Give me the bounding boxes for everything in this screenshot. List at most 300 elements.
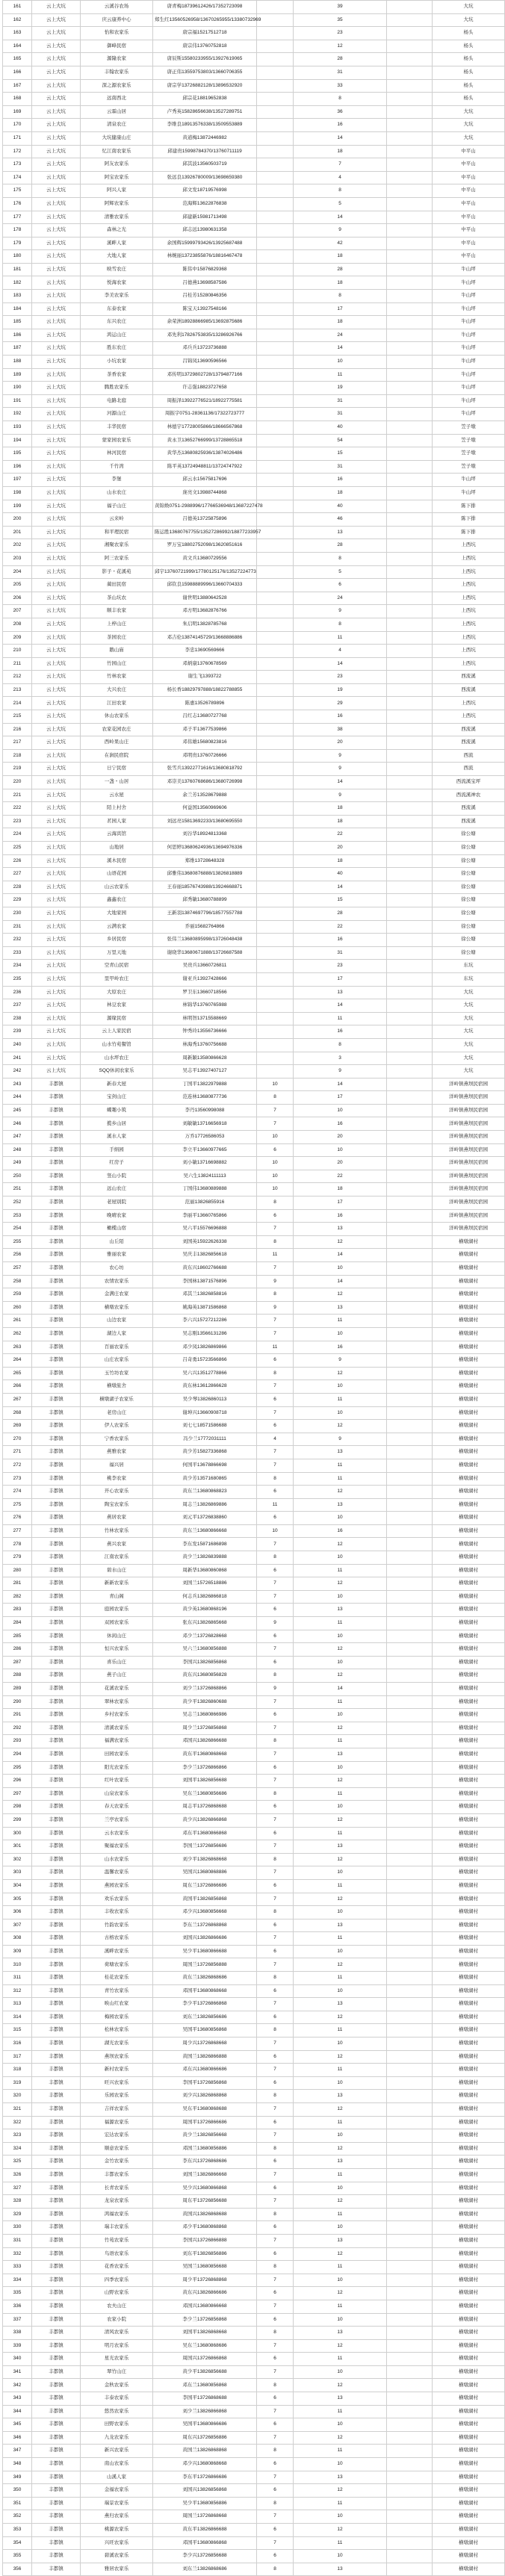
blank-cell [387, 105, 433, 119]
contact-phone: 乔丽15682764866 [153, 920, 257, 934]
row-number: 327 [3, 2182, 32, 2195]
row-number: 175 [3, 184, 32, 198]
location-name: 大坑 [433, 1065, 505, 1078]
row-number: 304 [3, 1879, 32, 1893]
town-name: 云上大坑 [32, 854, 81, 868]
row-number: 312 [3, 1984, 32, 1998]
location-name: 横墩湖村 [433, 2405, 505, 2418]
town-name: 云上大坑 [32, 145, 81, 158]
bed-count: 9 [294, 789, 387, 802]
contact-phone: 范连林13680877736 [153, 1091, 257, 1105]
room-count [257, 66, 294, 79]
contact-phone: 邱建新15981713498 [153, 211, 257, 224]
business-name: 阿兴人家 [81, 184, 153, 198]
table-row [3, 868, 505, 881]
row-number: 268 [3, 1406, 32, 1420]
room-count: 7 [257, 1893, 294, 1906]
row-number: 275 [3, 1498, 32, 1512]
row-number: 280 [3, 1564, 32, 1577]
location-name: 徐公塘 [433, 842, 505, 855]
contact-phone: 冯少兰17772031111 [153, 1433, 257, 1446]
room-count: 8 [257, 2208, 294, 2221]
town-name: 丰都镇 [32, 1091, 81, 1105]
bed-count: 20 [294, 736, 387, 750]
bed-count: 9 [294, 763, 387, 776]
contact-phone: 邱秀敏13680788899 [153, 894, 257, 907]
blank-cell [387, 2392, 433, 2406]
blank-cell [387, 421, 433, 435]
bed-count: 12 [294, 1538, 387, 1551]
business-name: 蒙家园农家乐 [81, 434, 153, 447]
row-number: 210 [3, 645, 32, 658]
contact-phone: 周新华13680860868 [153, 1564, 257, 1577]
town-name: 丰都镇 [32, 2510, 81, 2524]
contact-phone: 邓兵兵13723736888 [153, 342, 257, 356]
business-name: 翠林农家乐 [81, 1695, 153, 1709]
table-row [3, 119, 505, 132]
row-number: 192 [3, 408, 32, 421]
table-row [3, 2550, 505, 2563]
bed-count: 13 [294, 1301, 387, 1315]
town-name: 云上大坑 [32, 184, 81, 198]
row-number: 349 [3, 2471, 32, 2484]
bed-count: 12 [294, 1669, 387, 1683]
table-row [3, 763, 505, 776]
table-row [3, 356, 505, 369]
room-count [257, 1052, 294, 1065]
blank-cell [387, 2156, 433, 2169]
business-name: 云来岭 [81, 513, 153, 527]
blank-cell [387, 500, 433, 513]
blank-cell [387, 316, 433, 329]
table-row [3, 434, 505, 447]
row-number: 205 [3, 579, 32, 592]
location-name: 西流溪神农 [433, 789, 505, 802]
room-count: 9 [257, 1617, 294, 1630]
row-number: 350 [3, 2484, 32, 2498]
business-name: 老房山庄 [81, 1406, 153, 1420]
row-number: 166 [3, 66, 32, 79]
contact-phone: 卢秀英15828656638/13527289751 [153, 105, 257, 119]
row-number: 217 [3, 736, 32, 750]
table-row [3, 1223, 505, 1236]
bed-count: 11 [294, 1879, 387, 1893]
contact-phone: 黄少平13826856688 [153, 2365, 257, 2379]
table-row [3, 749, 505, 763]
business-name: 四季农家乐 [81, 2274, 153, 2287]
location-name: 杨头 [433, 93, 505, 106]
town-name: 丰都镇 [32, 1564, 81, 1577]
blank-cell [387, 1223, 433, 1236]
row-number: 330 [3, 2221, 32, 2235]
location-name: 牛山坪 [433, 368, 505, 382]
row-number: 320 [3, 2090, 32, 2103]
table-row [3, 2339, 505, 2353]
town-name: 丰都镇 [32, 1683, 81, 1696]
town-name: 云上大坑 [32, 421, 81, 435]
row-number: 208 [3, 618, 32, 631]
business-name: 休闲山庄 [81, 1630, 153, 1643]
contact-phone: 邓少平13680868868 [153, 2221, 257, 2235]
blank-cell [387, 368, 433, 382]
bed-count: 10 [294, 1866, 387, 1880]
table-row [3, 1012, 505, 1025]
row-number: 355 [3, 2550, 32, 2563]
business-name: 云海宾馆 [81, 828, 153, 842]
bed-count: 7 [294, 158, 387, 172]
row-number: 307 [3, 1919, 32, 1932]
location-name: 大坑 [433, 1038, 505, 1052]
blank-cell [387, 119, 433, 132]
bed-count: 10 [294, 1709, 387, 1722]
blank-cell [387, 434, 433, 447]
blank-cell [387, 1406, 433, 1420]
lodging-table [2, 0, 505, 2576]
bed-count: 10 [294, 1906, 387, 1919]
town-name: 丰都镇 [32, 2353, 81, 2366]
blank-cell [387, 1998, 433, 2011]
table-row [3, 2353, 505, 2366]
row-number: 172 [3, 145, 32, 158]
contact-phone: 邓东兴13680866686 [153, 2064, 257, 2077]
business-name: 一盏・山居 [81, 776, 153, 789]
room-count: 6 [257, 2550, 294, 2563]
bed-count: 11 [294, 1735, 387, 1748]
business-name: 明月农家乐 [81, 2339, 153, 2353]
contact-phone: 庞亮文13988744868 [153, 486, 257, 500]
location-name: 上西坑 [433, 697, 505, 710]
business-name: 竹林农家乐 [81, 1524, 153, 1538]
blank-cell [387, 53, 433, 66]
business-name: 鸿运山庄 [81, 329, 153, 342]
room-count: 8 [257, 1906, 294, 1919]
contact-phone: 邓先利17826753835/13286926766 [153, 329, 257, 342]
town-name: 丰都镇 [32, 1590, 81, 1604]
contact-phone: 邓东平13680866868 [153, 1827, 257, 1840]
town-name: 云上大坑 [32, 986, 81, 999]
row-number: 326 [3, 2168, 32, 2182]
location-name: 中平山 [433, 145, 505, 158]
location-name: 横墩湖村 [433, 1315, 505, 1328]
room-count: 7 [257, 1958, 294, 1972]
contact-phone: 邓少兰13726828668 [153, 1630, 257, 1643]
bed-count: 18 [294, 1183, 387, 1197]
table-row [3, 474, 505, 487]
town-name: 云上大坑 [32, 513, 81, 527]
business-name: 碧水山庄 [81, 1564, 153, 1577]
location-name: 横墩湖村 [433, 1906, 505, 1919]
location-name: 徐公塘 [433, 828, 505, 842]
business-name: 桂花农家乐 [81, 1972, 153, 1985]
bed-count: 20 [294, 842, 387, 855]
town-name: 云上大坑 [32, 302, 81, 316]
row-number: 200 [3, 513, 32, 527]
location-name: 横墩湖村 [433, 1446, 505, 1459]
table-row [3, 184, 505, 198]
table-row [3, 2011, 505, 2024]
town-name: 丰都镇 [32, 1327, 81, 1341]
business-name: 林河民宿 [81, 447, 153, 461]
business-name: 农家花园农庄 [81, 723, 153, 736]
bed-count: 11 [294, 2536, 387, 2550]
row-number: 180 [3, 250, 32, 264]
bed-count: 13 [294, 1604, 387, 1617]
room-count [257, 789, 294, 802]
row-number: 212 [3, 671, 32, 684]
location-name: 大坑 [433, 1025, 505, 1039]
blank-cell [387, 1078, 433, 1091]
bed-count: 10 [294, 1761, 387, 1775]
contact-phone: 林锦华13760765988 [153, 999, 257, 1013]
table-row [3, 224, 505, 238]
row-number: 336 [3, 2300, 32, 2313]
table-row [3, 27, 505, 40]
table-row [3, 1262, 505, 1276]
room-count: 6 [257, 2418, 294, 2432]
location-name: 洋岭镇燕坝民宿园 [433, 1223, 505, 1236]
contact-phone: 吴国平13680856868 [153, 2024, 257, 2037]
blank-cell [387, 2129, 433, 2143]
bed-count: 31 [294, 946, 387, 960]
contact-phone: 朱启明13828785768 [153, 618, 257, 631]
room-count [257, 1025, 294, 1039]
business-name: 云满农家 [81, 920, 153, 934]
town-name: 云上大坑 [32, 276, 81, 290]
business-name: 大坑健康山庄 [81, 131, 153, 145]
table-row [3, 2497, 505, 2510]
contact-phone: 吕红志13680727768 [153, 710, 257, 724]
blank-cell [387, 2103, 433, 2117]
business-name: 农夫山庄 [81, 2300, 153, 2313]
room-count: 6 [257, 2156, 294, 2169]
location-name: 牛山坪 [433, 394, 505, 408]
contact-phone: 邓伟雄15680823816 [153, 736, 257, 750]
location-name: 横墩湖村 [433, 2261, 505, 2274]
blank-cell [387, 2524, 433, 2537]
town-name: 云上大坑 [32, 868, 81, 881]
room-count: 6 [257, 2392, 294, 2406]
location-name: 徐公塘 [433, 920, 505, 934]
town-name: 丰都镇 [32, 2484, 81, 2498]
room-count: 6 [257, 1709, 294, 1722]
table-row [3, 1275, 505, 1288]
table-row [3, 382, 505, 395]
row-number: 289 [3, 1683, 32, 1696]
contact-phone: 邓传明13729802728/13794877166 [153, 368, 257, 382]
contact-phone: 刘国英15922626338 [153, 1235, 257, 1249]
table-row [3, 2274, 505, 2287]
table-row [3, 1052, 505, 1065]
location-name: 大坑 [433, 999, 505, 1013]
business-name: 阳光农家乐 [81, 1761, 153, 1775]
blank-cell [387, 683, 433, 697]
contact-phone: 唐青梅18739612426/17352723098 [153, 1, 257, 14]
bed-count: 11 [294, 1617, 387, 1630]
bed-count: 10 [294, 1984, 387, 1998]
bed-count: 4 [294, 645, 387, 658]
town-name: 云上大坑 [32, 723, 81, 736]
room-count: 6 [257, 2484, 294, 2498]
blank-cell [387, 2510, 433, 2524]
table-row [3, 1170, 505, 1183]
location-name: 横墩湖村 [433, 2445, 505, 2458]
room-count [257, 618, 294, 631]
table-row [3, 145, 505, 158]
blank-cell [387, 2484, 433, 2498]
row-number: 178 [3, 224, 32, 238]
table-row [3, 1143, 505, 1157]
row-number: 334 [3, 2274, 32, 2287]
bed-count: 16 [294, 934, 387, 947]
row-number: 195 [3, 447, 32, 461]
location-name: 上西坑 [433, 631, 505, 645]
town-name: 云上大坑 [32, 211, 81, 224]
town-name: 云上大坑 [32, 697, 81, 710]
business-name: 农家小院 [81, 2313, 153, 2327]
bed-count: 33 [294, 79, 387, 93]
location-name: 牛山坪 [433, 486, 505, 500]
business-name: 手绢园 [81, 1143, 153, 1157]
row-number: 247 [3, 1131, 32, 1144]
business-name: 溪木民宿 [81, 854, 153, 868]
location-name: 横墩湖村 [433, 1604, 505, 1617]
row-number: 231 [3, 920, 32, 934]
table-row [3, 2510, 505, 2524]
bed-count: 20 [294, 1157, 387, 1170]
business-name: 小坑农家 [81, 356, 153, 369]
contact-phone: 邱志远13980631358 [153, 224, 257, 238]
location-name: 横墩湖村 [433, 1695, 505, 1709]
bed-count: 12 [294, 1853, 387, 1866]
room-count: 7 [257, 2037, 294, 2051]
town-name: 丰都镇 [32, 1472, 81, 1486]
contact-phone: 范丽13826855916 [153, 1197, 257, 1210]
bed-count: 13 [294, 2156, 387, 2169]
location-name: 横墩湖村 [433, 2168, 505, 2182]
business-name: 山地居 [81, 842, 153, 855]
business-name: 金福农家乐 [81, 2484, 153, 2498]
blank-cell [387, 2011, 433, 2024]
room-count [257, 631, 294, 645]
business-name: 李堡 [81, 474, 153, 487]
business-name: 湖光农家乐 [81, 2037, 153, 2051]
business-name: 蝶趣小筑 [81, 1104, 153, 1117]
blank-cell [387, 1380, 433, 1394]
blank-cell [387, 1025, 433, 1039]
room-count: 6 [257, 2221, 294, 2235]
room-count [257, 1012, 294, 1025]
blank-cell [387, 1801, 433, 1814]
contact-phone: 林明智13715588669 [153, 1012, 257, 1025]
location-name: 横墩湖村 [433, 2076, 505, 2090]
business-name: 御峰民宿 [81, 40, 153, 53]
town-name: 丰都镇 [32, 1879, 81, 1893]
bed-count: 8 [294, 1038, 387, 1052]
town-name: 丰都镇 [32, 1235, 81, 1249]
contact-phone: 邓子平13677539866 [153, 723, 257, 736]
town-name: 云上大坑 [32, 1012, 81, 1025]
table-row [3, 1065, 505, 1078]
bed-count: 14 [294, 1078, 387, 1091]
location-name: 笠子墩 [433, 447, 505, 461]
bed-count: 13 [294, 2563, 387, 2576]
location-name: 横墩湖村 [433, 1275, 505, 1288]
room-count [257, 53, 294, 66]
blank-cell [387, 2116, 433, 2129]
room-count [257, 93, 294, 106]
row-number: 245 [3, 1104, 32, 1117]
town-name: 云上大坑 [32, 460, 81, 474]
room-count [257, 565, 294, 579]
location-name: 西流溪 [433, 802, 505, 816]
contact-phone: 吴国平13680866686 [153, 2418, 257, 2432]
contact-phone: 周新颖13580866628 [153, 1052, 257, 1065]
row-number: 259 [3, 1288, 32, 1302]
table-row [3, 1038, 505, 1052]
contact-phone: 邱建贵15998784370/13760711119 [153, 145, 257, 158]
bed-count: 17 [294, 1091, 387, 1105]
blank-cell [387, 2365, 433, 2379]
table-row [3, 1669, 505, 1683]
contact-phone: 郑生红13560526958/13670265955/13380732969 [153, 13, 257, 27]
table-row [3, 1524, 505, 1538]
table-row [3, 2379, 505, 2392]
table-row [3, 421, 505, 435]
town-name: 丰都镇 [32, 1486, 81, 1499]
room-count: 7 [257, 1117, 294, 1131]
location-name: 徐公塘 [433, 854, 505, 868]
room-count: 10 [257, 1170, 294, 1183]
table-row [3, 302, 505, 316]
bed-count: 18 [294, 145, 387, 158]
table-row [3, 631, 505, 645]
blank-cell [387, 1893, 433, 1906]
business-name: 老屋别院 [81, 1197, 153, 1210]
contact-phone: 吕奇勇15723566866 [153, 1354, 257, 1368]
contact-phone: 李立平13660977665 [153, 1143, 257, 1157]
table-row [3, 2064, 505, 2077]
business-name: 恒兴农家乐 [81, 1643, 153, 1657]
business-name: 宁香农家乐 [81, 1433, 153, 1446]
room-count: 6 [257, 2011, 294, 2024]
contact-phone: 刘东平13826856886 [153, 2247, 257, 2261]
room-count: 6 [257, 2458, 294, 2471]
room-count: 8 [257, 2379, 294, 2392]
bed-count: 18 [294, 854, 387, 868]
bed-count: 8 [294, 618, 387, 631]
location-name: 洋岭镇燕坝民宿园 [433, 1170, 505, 1183]
table-row [3, 565, 505, 579]
room-count: 8 [257, 1197, 294, 1210]
town-name: 云上大坑 [32, 474, 81, 487]
row-number: 313 [3, 1998, 32, 2011]
contact-phone: 黄国兴13826868688 [153, 2208, 257, 2221]
town-name: 云上大坑 [32, 894, 81, 907]
location-name: 徐公塘 [433, 907, 505, 920]
bed-count: 10 [294, 1945, 387, 1958]
row-number: 240 [3, 1038, 32, 1052]
blank-cell [387, 605, 433, 618]
location-name: 横墩湖村 [433, 2024, 505, 2037]
town-name: 云上大坑 [32, 736, 81, 750]
bed-count: 12 [294, 2011, 387, 2024]
bed-count: 12 [294, 1367, 387, 1380]
blank-cell [387, 197, 433, 211]
contact-phone: 邓国兴13826866688 [153, 1735, 257, 1748]
contact-phone: 邓其兰13826858816 [153, 1288, 257, 1302]
blank-cell [387, 2339, 433, 2353]
room-count: 8 [257, 2142, 294, 2156]
